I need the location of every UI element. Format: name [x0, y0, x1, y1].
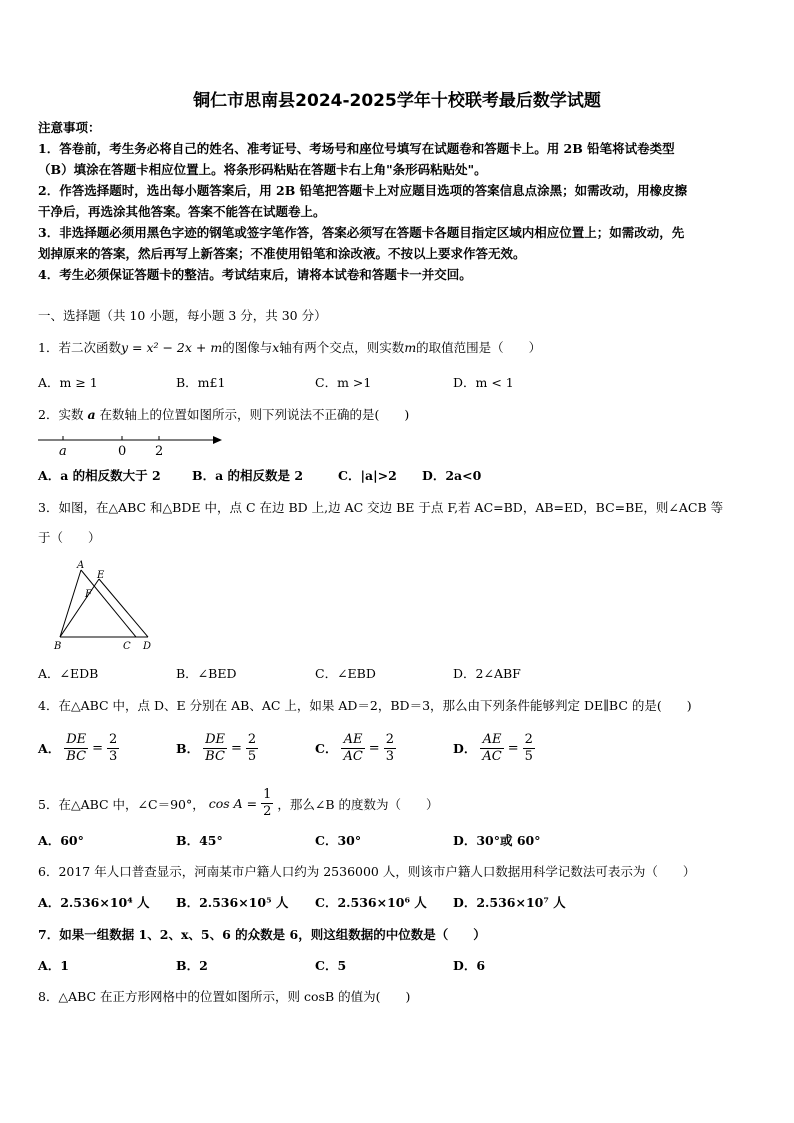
q2-option-d: D．2a<0 — [422, 468, 482, 483]
q6-option-d: D．2.536×10⁷ 人 — [453, 895, 566, 910]
q6-option-c: C．2.536×10⁶ 人 — [315, 895, 427, 910]
notice-line-6: 划掉原来的答案，然后再写上新答案；不准使用铅笔和涂改液。不按以上要求作答无效。 — [38, 246, 526, 261]
question-4-stem: 4．在△ABC 中，点 D、E 分别在 AB、AC 上，如果 AD＝2，BD＝3，那么由下列条件能够判定 DE∥BC 的是( ) — [38, 698, 692, 713]
page-title: 铜仁市思南县2024-2025学年十校联考最后数学试题 — [193, 91, 601, 111]
number-line-figure — [36, 428, 226, 460]
notice-line-3: 2．作答选择题时，选出每小题答案后，用 2B 铅笔把答题卡上对应题目选项的答案信息点涂黑；如需改动，用橡皮擦 — [38, 183, 688, 198]
question-3-line-2: 于（ ） — [38, 530, 101, 545]
q6-option-b: B．2.536×10⁵ 人 — [176, 895, 289, 910]
question-6-stem: 6．2017 年人口普查显示，河南某市户籍人口约为 2536000 人，则该市户籍人口数据用科学记数法可表示为（ ） — [38, 864, 696, 879]
q1-option-a: A．m ≥ 1 — [38, 375, 98, 390]
q7-option-d: D．6 — [453, 958, 486, 973]
q4-option-b: B． $\frac{DE}{BC}$ = $\frac{2}{5}$ — [176, 732, 257, 764]
q3-option-c: C．∠EBD — [315, 666, 376, 681]
q5-option-c: C．30° — [315, 833, 362, 848]
q3-option-d: D．2∠ABF — [453, 666, 521, 681]
q7-option-b: B．2 — [176, 958, 208, 973]
q6-option-a: A．2.536×10⁴ 人 — [38, 895, 150, 910]
q7-option-a: A．1 — [38, 958, 69, 973]
point-c-label: C — [123, 641, 131, 652]
point-d-label: D — [143, 641, 152, 652]
triangle-figure — [50, 558, 160, 653]
question-3-line-1: 3．如图，在△ABC 和△BDE 中，点 C 在边 BD 上,边 AC 交边 BE 于点 F,若 AC=BD，AB=ED，BC=BE，则∠ACB 等 — [38, 500, 724, 515]
question-5-stem: 5．在△ABC 中，∠C＝90°， cos A = $\frac{1}{2}$ ，那么∠B 的度数为（ ） — [38, 787, 439, 819]
q1-option-c: C．m >1 — [315, 375, 372, 390]
notice-line-1: 1．答卷前，考生务必将自己的姓名、准考证号、考场号和座位号填写在试题卷和答题卡上。用 2B 铅笔将试卷类型 — [38, 141, 675, 156]
point-f-label: F — [85, 589, 92, 600]
q1-option-b: B．m£1 — [176, 375, 226, 390]
q3-option-a: A．∠EDB — [38, 666, 99, 681]
q5-option-a: A．60° — [38, 833, 84, 848]
q7-option-c: C．5 — [315, 958, 347, 973]
notice-line-7: 4．考生必须保证答题卡的整洁。考试结束后，请将本试卷和答题卡一并交回。 — [38, 267, 472, 282]
question-1-stem: 1．若二次函数y = x² − 2x + m的图像与x轴有两个交点，则实数m的取值范围是（ ） — [38, 340, 542, 355]
q2-option-a: A．a 的相反数大于 2 — [38, 468, 161, 483]
notice-heading: 注意事项： — [38, 120, 101, 135]
point-a-label: A — [77, 560, 85, 571]
q3-option-b: B．∠BED — [176, 666, 237, 681]
notice-line-5: 3．非选择题必须用黑色字迹的钢笔或签字笔作答，答案必须写在答题卡各题目指定区域内相应位置上；如需改动，先 — [38, 225, 685, 240]
q4-option-d: D． $\frac{AE}{AC}$ = $\frac{2}{5}$ — [453, 732, 533, 764]
notice-line-2: （B）填涂在答题卡相应位置上。将条形码粘贴在答题卡右上角"条形码粘贴处"。 — [38, 162, 487, 177]
q5-cos-formula: cos A = — [208, 796, 258, 811]
axis-label-a: a — [59, 444, 67, 459]
question-7-stem: 7．如果一组数据 1、2、x、5、6 的众数是 6，则这组数据的中位数是（ ） — [38, 927, 486, 942]
q4-option-a: A． $\frac{DE}{BC}$ = $\frac{2}{3}$ — [38, 732, 118, 764]
question-8-stem: 8．△ABC 在正方形网格中的位置如图所示，则 cosB 的值为( ) — [38, 989, 411, 1004]
section-heading: 一、选择题（共 10 小题，每小题 3 分，共 30 分） — [38, 308, 327, 323]
q1-option-d: D．m < 1 — [453, 375, 514, 390]
point-e-label: E — [97, 570, 105, 581]
q5-option-b: B．45° — [176, 833, 223, 848]
notice-line-4: 干净后，再选涂其他答案。答案不能答在试题卷上。 — [38, 204, 326, 219]
q1-formula: y = x² − 2x + m — [120, 340, 223, 355]
point-b-label: B — [54, 641, 62, 652]
q2-option-c: C．|a|>2 — [338, 468, 397, 483]
q5-option-d: D．30°或 60° — [453, 833, 541, 848]
q2-option-b: B．a 的相反数是 2 — [192, 468, 304, 483]
q4-option-c: C． $\frac{AE}{AC}$ = $\frac{2}{3}$ — [315, 732, 394, 764]
axis-label-2: 2 — [155, 444, 164, 459]
question-2-stem: 2．实数 a 在数轴上的位置如图所示，则下列说法不正确的是( ) — [38, 407, 410, 422]
axis-label-0: 0 — [118, 444, 127, 459]
